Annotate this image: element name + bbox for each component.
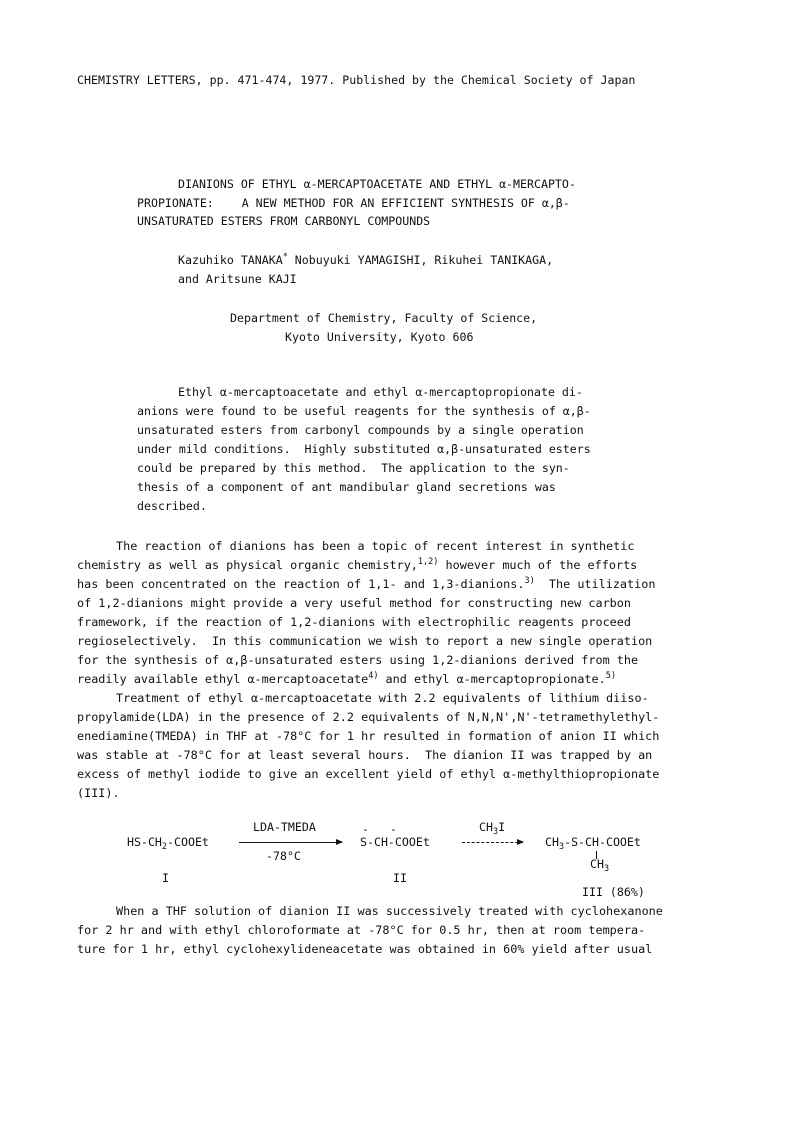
body-line: for the synthesis of α,β-unsaturated esters using 1,2-dianions derived from the [77, 653, 639, 667]
body-line: enediamine(TMEDA) in THF at -78°C for 1 hr resulted in formation of anion II which [77, 729, 660, 743]
body-line [77, 672, 616, 686]
reagent-label: LDA-TMEDA [253, 820, 316, 834]
body-line: framework, if the reaction of 1,2-dianions with electrophilic reagents proceed [77, 615, 631, 629]
journal-header: CHEMISTRY LETTERS, pp. 471-474, 1977. Published by the Chemical Society of Japan [77, 73, 636, 87]
formula-part: HS-CH [127, 835, 162, 849]
citation: 5) [605, 671, 616, 681]
body-line: of 1,2-dianions might provide a very useful method for constructing new carbon [77, 596, 631, 610]
author-name: Kazuhiko TANAKA [178, 253, 283, 267]
author-line [178, 253, 553, 267]
affiliation-line: Department of Chemistry, Faculty of Science, [230, 311, 538, 325]
body-line [77, 558, 637, 572]
compound-label: I [162, 871, 169, 885]
abstract-line: Ethyl α-mercaptoacetate and ethyl α-mercaptopropionate di- [178, 385, 583, 399]
citation: 4) [368, 671, 379, 681]
subscript: 3 [603, 864, 610, 874]
body-line: The reaction of dianions has been a topic of recent interest in synthetic [116, 539, 635, 553]
formula-part: I [498, 820, 506, 834]
body-text: and ethyl α-mercaptopropionate. [378, 672, 606, 686]
author-line: and Aritsune KAJI [178, 272, 297, 286]
body-line: ture for 1 hr, ethyl cyclohexylideneacetate was obtained in 60% yield after usual [77, 942, 653, 956]
compound-label: II [393, 871, 407, 885]
citation: 1,2) [417, 557, 439, 567]
reaction-arrow [462, 842, 523, 843]
subscript: 2 [161, 842, 168, 852]
body-line: propylamide(LDA) in the presence of 2.2 equivalents of N,N,N',N'-tetramethylethyl- [77, 710, 660, 724]
body-text: has been concentrated on the reaction of 1,1- and 1,3-dianions. [77, 577, 525, 591]
body-line: for 2 hr and with ethyl chloroformate at -78°C for 0.5 hr, then at room tempera- [77, 923, 646, 937]
dianion: S-CH-COOEt [360, 835, 430, 849]
abstract-line: could be prepared by this method. The application to the syn- [137, 461, 570, 475]
abstract-line: under mild conditions. Highly substituted α,β-unsaturated esters [137, 442, 591, 456]
title-line: UNSATURATED ESTERS FROM CARBONYL COMPOUNDS [137, 214, 431, 228]
abstract-line: described. [137, 499, 207, 513]
formula-part: CH [545, 835, 559, 849]
reagent-label [479, 820, 506, 837]
formula-part: CH [479, 820, 493, 834]
citation: 3) [524, 576, 535, 586]
starting-material [127, 835, 209, 852]
body-line: was stable at -78°C for at least several hours. The dianion II was trapped by an [77, 748, 653, 762]
body-line: excess of methyl iodide to give an excellent yield of ethyl α-methylthiopropionate [77, 767, 660, 781]
body-line: Treatment of ethyl α-mercaptoacetate with 2.2 equivalents of lithium diiso- [116, 691, 649, 705]
condition-label: -78°C [266, 849, 301, 863]
body-line: (III). [77, 786, 120, 800]
compound-label: III (86%) [582, 885, 645, 899]
subscript: 3 [492, 827, 499, 837]
body-text: chemistry as well as physical organic chemistry, [77, 558, 418, 572]
subscript: 3 [558, 842, 565, 852]
title-line: DIANIONS OF ETHYL α-MERCAPTOACETATE AND ETHYL α-MERCAPTO- [178, 177, 576, 191]
body-line [77, 577, 655, 591]
product-branch [590, 857, 610, 874]
body-line: regioselectively. In this communication we wish to report a new single operation [77, 634, 653, 648]
charge-marks: - - [362, 822, 397, 836]
body-text: however much of the efforts [438, 558, 638, 572]
reaction-arrow [239, 842, 342, 843]
abstract-line: unsaturated esters from carbonyl compounds by a single operation [137, 423, 584, 437]
product [545, 835, 641, 852]
body-line: When a THF solution of dianion II was successively treated with cyclohexanone [116, 904, 663, 918]
body-text: The utilization [534, 577, 656, 591]
affiliation-line: Kyoto University, Kyoto 606 [285, 330, 474, 344]
corresponding-author-mark: * [282, 252, 288, 262]
abstract-line: anions were found to be useful reagents for the synthesis of α,β- [137, 404, 591, 418]
author-names: Nobuyuki YAMAGISHI, Rikuhei TANIKAGA, [287, 253, 554, 267]
title-line: PROPIONATE: A NEW METHOD FOR AN EFFICIENT SYNTHESIS OF α,β- [137, 196, 570, 210]
body-text: readily available ethyl α-mercaptoacetate [77, 672, 369, 686]
formula-part: -S-CH-COOEt [564, 835, 641, 849]
formula-part: CH [590, 857, 604, 871]
abstract-line: thesis of a component of ant mandibular gland secretions was [137, 480, 556, 494]
formula-part: -COOEt [167, 835, 209, 849]
